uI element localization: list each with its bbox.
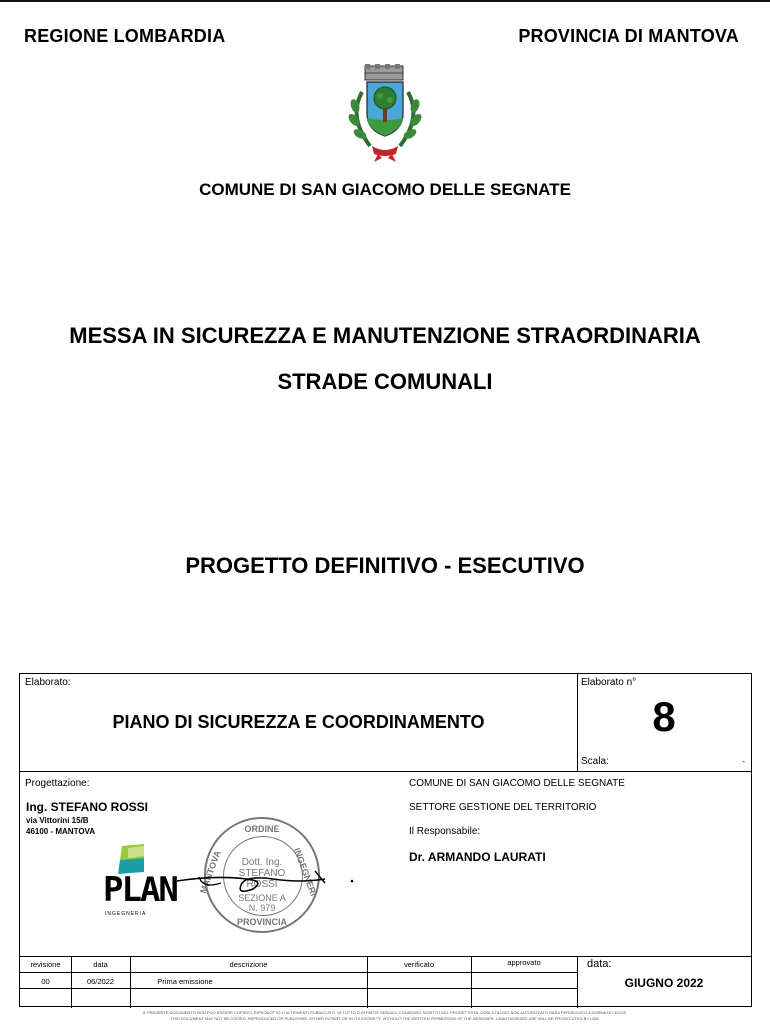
- project-phase: PROGETTO DEFINITIVO - ESECUTIVO: [185, 553, 585, 578]
- rev-header-verificato: verificato: [403, 960, 434, 969]
- plan-logo-subtitle: INGEGNERIA: [105, 911, 147, 917]
- stamp-line-4: SEZIONE A: [238, 893, 286, 903]
- responsabile-name: Dr. ARMANDO LAURATI: [409, 850, 546, 864]
- designer-address-street: via Vittorini 15/B: [26, 816, 89, 825]
- stamp-line-1: Dott. Ing.: [241, 857, 283, 868]
- plan-logo-text: PLAN: [103, 870, 177, 910]
- date-label: data:: [587, 958, 612, 970]
- stamp-ring-right: INGEGNERI: [291, 846, 319, 898]
- divider: [20, 771, 751, 772]
- elaborato-title: PIANO DI SICUREZZA E COORDINAMENTO: [112, 712, 485, 732]
- stamp-ring-top: ORDINE: [244, 824, 280, 834]
- rev-header-approvato: approvato: [507, 958, 541, 967]
- stamp-ring-left: MANTOVA: [197, 849, 223, 895]
- footer-disclaimer-it: IL PRESENTE DOCUMENTO NON PUO ESSERE COPIATO, RIPRODOTTO O ALTRIMENTI PUBBLICATO, IN TUTTO O IN PARTE SENZA IL CONSENSO SCRITTO DEL PROGETTISTA. OGNI UTILIZZO NON AUTORIZZATO SARA PERSEGUITO A NORMA DI LEGGE.: [142, 1010, 628, 1015]
- stamp-line-5: N. 979: [248, 903, 276, 913]
- elaborato-number-label: Elaborato n°: [581, 677, 637, 688]
- elaborato-label: Elaborato:: [25, 677, 71, 688]
- title-block: [19, 673, 752, 1007]
- rev-row-revisione: 00: [41, 977, 50, 986]
- project-title-line2: STRADE COMUNALI: [277, 369, 493, 394]
- header-region: REGIONE LOMBARDIA: [24, 26, 226, 46]
- top-border-line: [0, 0, 770, 2]
- stamp-ring-bottom: PROVINCIA: [236, 917, 287, 927]
- designer-address-city: 46100 - MANTOVA: [26, 827, 96, 836]
- stamp-line-2: STEFANO: [238, 868, 286, 879]
- designer-name: Ing. STEFANO ROSSI: [26, 800, 149, 814]
- responsabile-label: Il Responsabile:: [409, 826, 481, 837]
- coat-of-arms-emblem: [340, 62, 430, 164]
- project-title-line1: MESSA IN SICUREZZA E MANUTENZIONE STRAORDINARIA: [69, 323, 701, 348]
- divider: [20, 988, 578, 989]
- rev-header-data: data: [93, 960, 108, 969]
- footer-disclaimer-en: THIS DOCUMENT MAY NOT BE COPIED, REPRODUCED OR PUBLISHED, EITHER IN PART OR IN ITS ENTIRETY, WITHOUT THE WRITTEN PERMISSION OF THE DESIGNER. UNAUTHORIZED USE WILL BE PROSECUTED BY LAW.: [170, 1016, 600, 1021]
- header-province: PROVINCIA DI MANTOVA: [518, 26, 739, 46]
- date-value: GIUGNO 2022: [624, 976, 704, 990]
- handwritten-signature: [175, 867, 360, 897]
- rev-header-descrizione: descrizione: [229, 960, 268, 969]
- rev-row-descrizione: Prima emissione: [157, 977, 213, 986]
- rev-row-data: 06/2022: [86, 977, 115, 986]
- progettazione-label: Progettazione:: [25, 778, 90, 789]
- settore-name: SETTORE GESTIONE DEL TERRITORIO: [409, 802, 597, 813]
- scala-label: Scala:: [581, 756, 609, 767]
- rev-header-revisione: revisione: [30, 960, 61, 969]
- ente-name: COMUNE DI SAN GIACOMO DELLE SEGNATE: [409, 778, 625, 789]
- stamp-line-3: ROSSI: [246, 879, 278, 890]
- elaborato-number: 8: [652, 693, 676, 740]
- comune-name: COMUNE DI SAN GIACOMO DELLE SEGNATE: [199, 180, 571, 199]
- scala-value: -: [742, 757, 745, 766]
- divider: [20, 972, 578, 973]
